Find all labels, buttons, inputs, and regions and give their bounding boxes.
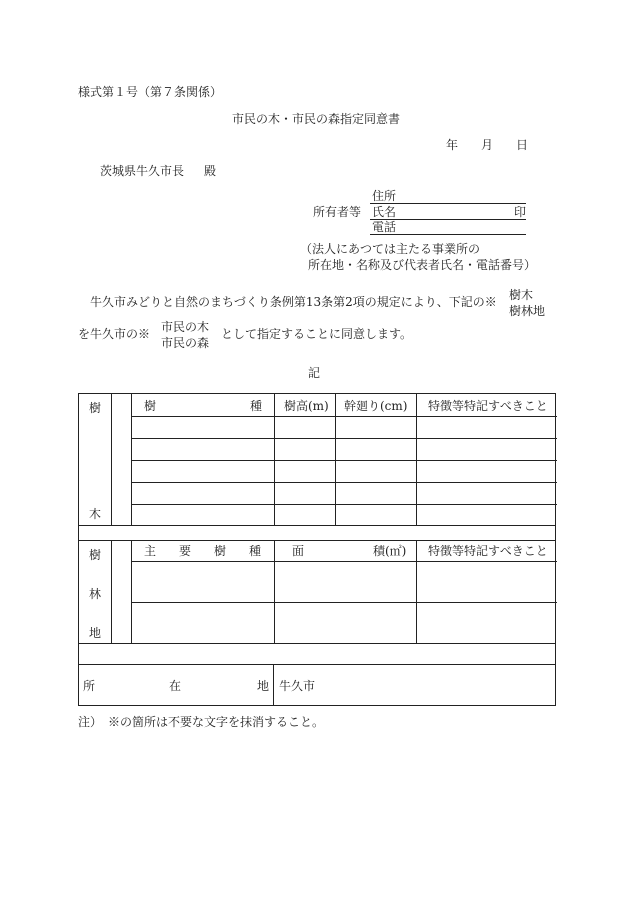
addressee-honorific: 殿 xyxy=(204,164,217,178)
body-line2-suffix: として指定することに同意します。 xyxy=(221,327,413,341)
forest-col-area-a: 面 xyxy=(292,544,305,558)
document-title: 市民の木・市民の森指定同意書 xyxy=(232,112,401,126)
owner-phone-label: 電話 xyxy=(372,220,397,234)
tree-col-girth: 幹廻り(cm) xyxy=(344,399,408,413)
body-line2-prefix: を牛久市の※ xyxy=(78,327,151,341)
body-line1: 牛久市みどりと自然のまちづくり条例第13条第2項の規定により、下記の※ xyxy=(90,295,497,309)
forest-col-main-1: 主 xyxy=(144,544,157,558)
tree-table xyxy=(131,394,557,525)
tree-side-bottom: 木 xyxy=(89,507,102,521)
owner-seal: 印 xyxy=(514,205,527,219)
forest-side-1: 樹 xyxy=(89,548,102,562)
addressee: 茨城県牛久市長 xyxy=(100,164,185,178)
form-number: 様式第１号（第７条関係） xyxy=(78,85,223,99)
owner-note-line2: 所在地・名称及び代表者氏名・電話番号） xyxy=(308,258,537,272)
forest-col-area-b: 積(㎡) xyxy=(373,544,407,558)
forest-col-main-3: 樹 xyxy=(214,544,227,558)
location-label-2: 在 xyxy=(169,679,182,693)
forest-table xyxy=(131,540,557,643)
date-day: 日 xyxy=(516,138,529,152)
owner-label: 所有者等 xyxy=(313,205,362,219)
forest-side-3: 地 xyxy=(89,626,102,640)
date-month: 月 xyxy=(481,138,494,152)
tree-side-divider xyxy=(111,394,112,525)
owner-name-label: 氏名 xyxy=(372,205,397,219)
tree-section-bottom xyxy=(79,525,556,526)
forest-col-main-2: 要 xyxy=(179,544,192,558)
tree-col-species-a: 樹 xyxy=(144,399,157,413)
location-label-1: 所 xyxy=(83,679,96,693)
choice1-stack xyxy=(509,287,545,319)
tree-col-species-b: 種 xyxy=(250,399,263,413)
forest-col-main-4: 種 xyxy=(249,544,262,558)
choice1-option-a: 樹木 xyxy=(509,288,534,302)
owner-note-line1: （法人にあつては主たる事業所の xyxy=(300,242,481,256)
choice2-option-a: 市民の木 xyxy=(161,320,210,334)
date-year: 年 xyxy=(446,138,459,152)
location-value: 牛久市 xyxy=(279,679,316,693)
owner-address-label: 住所 xyxy=(372,189,397,203)
location-divider xyxy=(273,664,274,706)
forest-col-notes: 特徴等特記すべきこと xyxy=(428,544,548,558)
choice2-stack xyxy=(161,319,209,351)
choice1-option-b: 樹林地 xyxy=(509,304,546,318)
forest-section-bottom xyxy=(79,643,556,644)
tree-col-height: 樹高(m) xyxy=(284,399,329,413)
footnote: 注） ※の箇所は不要な文字を抹消すること。 xyxy=(78,715,325,729)
ki-heading: 記 xyxy=(308,366,321,380)
tree-col-notes: 特徴等特記すべきこと xyxy=(428,399,548,413)
owner-phone-line xyxy=(370,234,526,235)
forest-side-2: 林 xyxy=(89,587,102,601)
location-label-3: 地 xyxy=(257,679,270,693)
tree-side-top: 樹 xyxy=(89,401,102,415)
location-row-top xyxy=(79,664,556,665)
consent-form-table xyxy=(78,393,556,706)
owner-address-line xyxy=(370,203,526,204)
forest-side-divider xyxy=(111,540,112,643)
choice2-option-b: 市民の森 xyxy=(161,336,210,350)
